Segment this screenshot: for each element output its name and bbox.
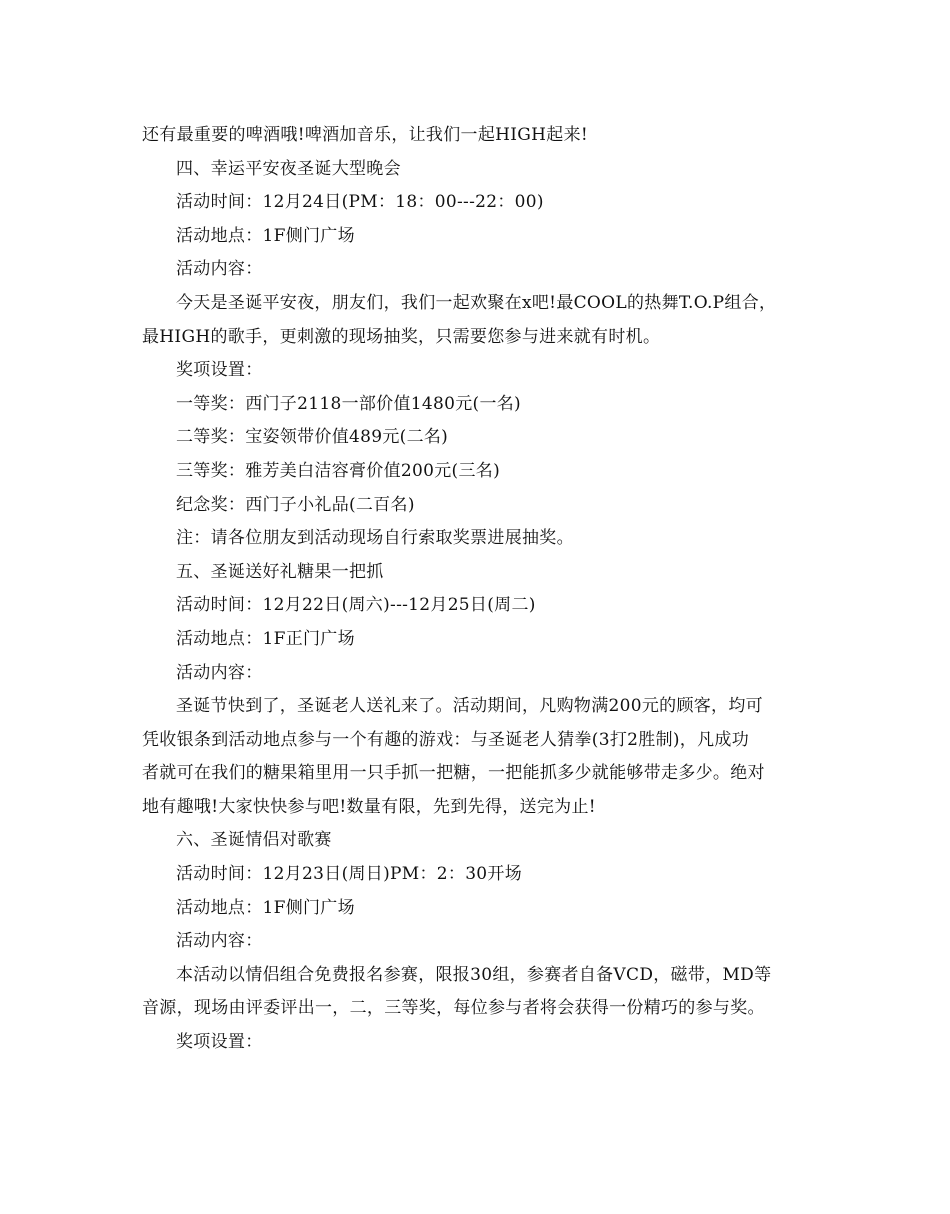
- note-line: 注：请各位朋友到活动现场自行索取奖票进展抽奖。: [176, 528, 574, 549]
- activity-content-label: 活动内容：: [176, 931, 263, 952]
- activity-time: 活动时间：12月24日(PM：18：00---22：00): [176, 192, 544, 213]
- paragraph-line: 音源，现场由评委评出一，二，三等奖，每位参与者将会获得一份精巧的参与奖。: [142, 998, 765, 1019]
- paragraph-line: 圣诞节快到了，圣诞老人送礼来了。活动期间，凡购物满200元的顾客，均可: [176, 696, 763, 717]
- section-heading-6: 六、圣诞情侣对歌赛: [176, 830, 332, 851]
- activity-content-label: 活动内容：: [176, 259, 263, 280]
- paragraph-line: 凭收银条到活动地点参与一个有趣的游戏：与圣诞老人猜拳(3打2胜制)，凡成功: [142, 729, 749, 750]
- activity-location: 活动地点：1F侧门广场: [176, 897, 355, 918]
- section-heading-4: 四、幸运平安夜圣诞大型晚会: [176, 158, 401, 179]
- document-body: [142, 119, 842, 1060]
- prize-item: 二等奖：宝姿领带价值489元(二名): [176, 427, 449, 448]
- prize-settings-label: 奖项设置：: [176, 360, 263, 381]
- activity-location: 活动地点：1F侧门广场: [176, 225, 355, 246]
- prize-item: 三等奖：雅芳美白洁容膏价值200元(三名): [176, 460, 501, 481]
- activity-location: 活动地点：1F正门广场: [176, 628, 355, 649]
- activity-content-label: 活动内容：: [176, 662, 263, 683]
- paragraph-line: 者就可在我们的糖果箱里用一只手抓一把糖，一把能抓多少就能够带走多少。绝对: [142, 763, 765, 784]
- prize-item: 纪念奖：西门子小礼品(二百名): [176, 494, 415, 515]
- paragraph-line: 今天是圣诞平安夜，朋友们，我们一起欢聚在x吧!最COOL的热舞T.O.P组合，: [176, 292, 777, 313]
- prize-item: 一等奖：西门子2118一部价值1480元(一名): [176, 393, 521, 414]
- activity-time: 活动时间：12月23日(周日)PM：2：30开场: [176, 864, 523, 885]
- activity-time: 活动时间：12月22日(周六)---12月25日(周二): [176, 595, 536, 616]
- prize-settings-label: 奖项设置：: [176, 1032, 263, 1053]
- paragraph-line: 本活动以情侣组合免费报名参赛，限报30组，参赛者自备VCD，磁带，MD等: [176, 964, 772, 985]
- paragraph-line: 地有趣哦!大家快快参与吧!数量有限，先到先得，送完为止!: [142, 796, 596, 817]
- section-heading-5: 五、圣诞送好礼糖果一把抓: [176, 561, 384, 582]
- paragraph-line: 还有最重要的啤酒哦!啤酒加音乐，让我们一起HIGH起来!: [142, 125, 589, 145]
- paragraph-line: 最HIGH的歌手，更刺激的现场抽奖，只需要您参与进来就有时机。: [142, 326, 661, 347]
